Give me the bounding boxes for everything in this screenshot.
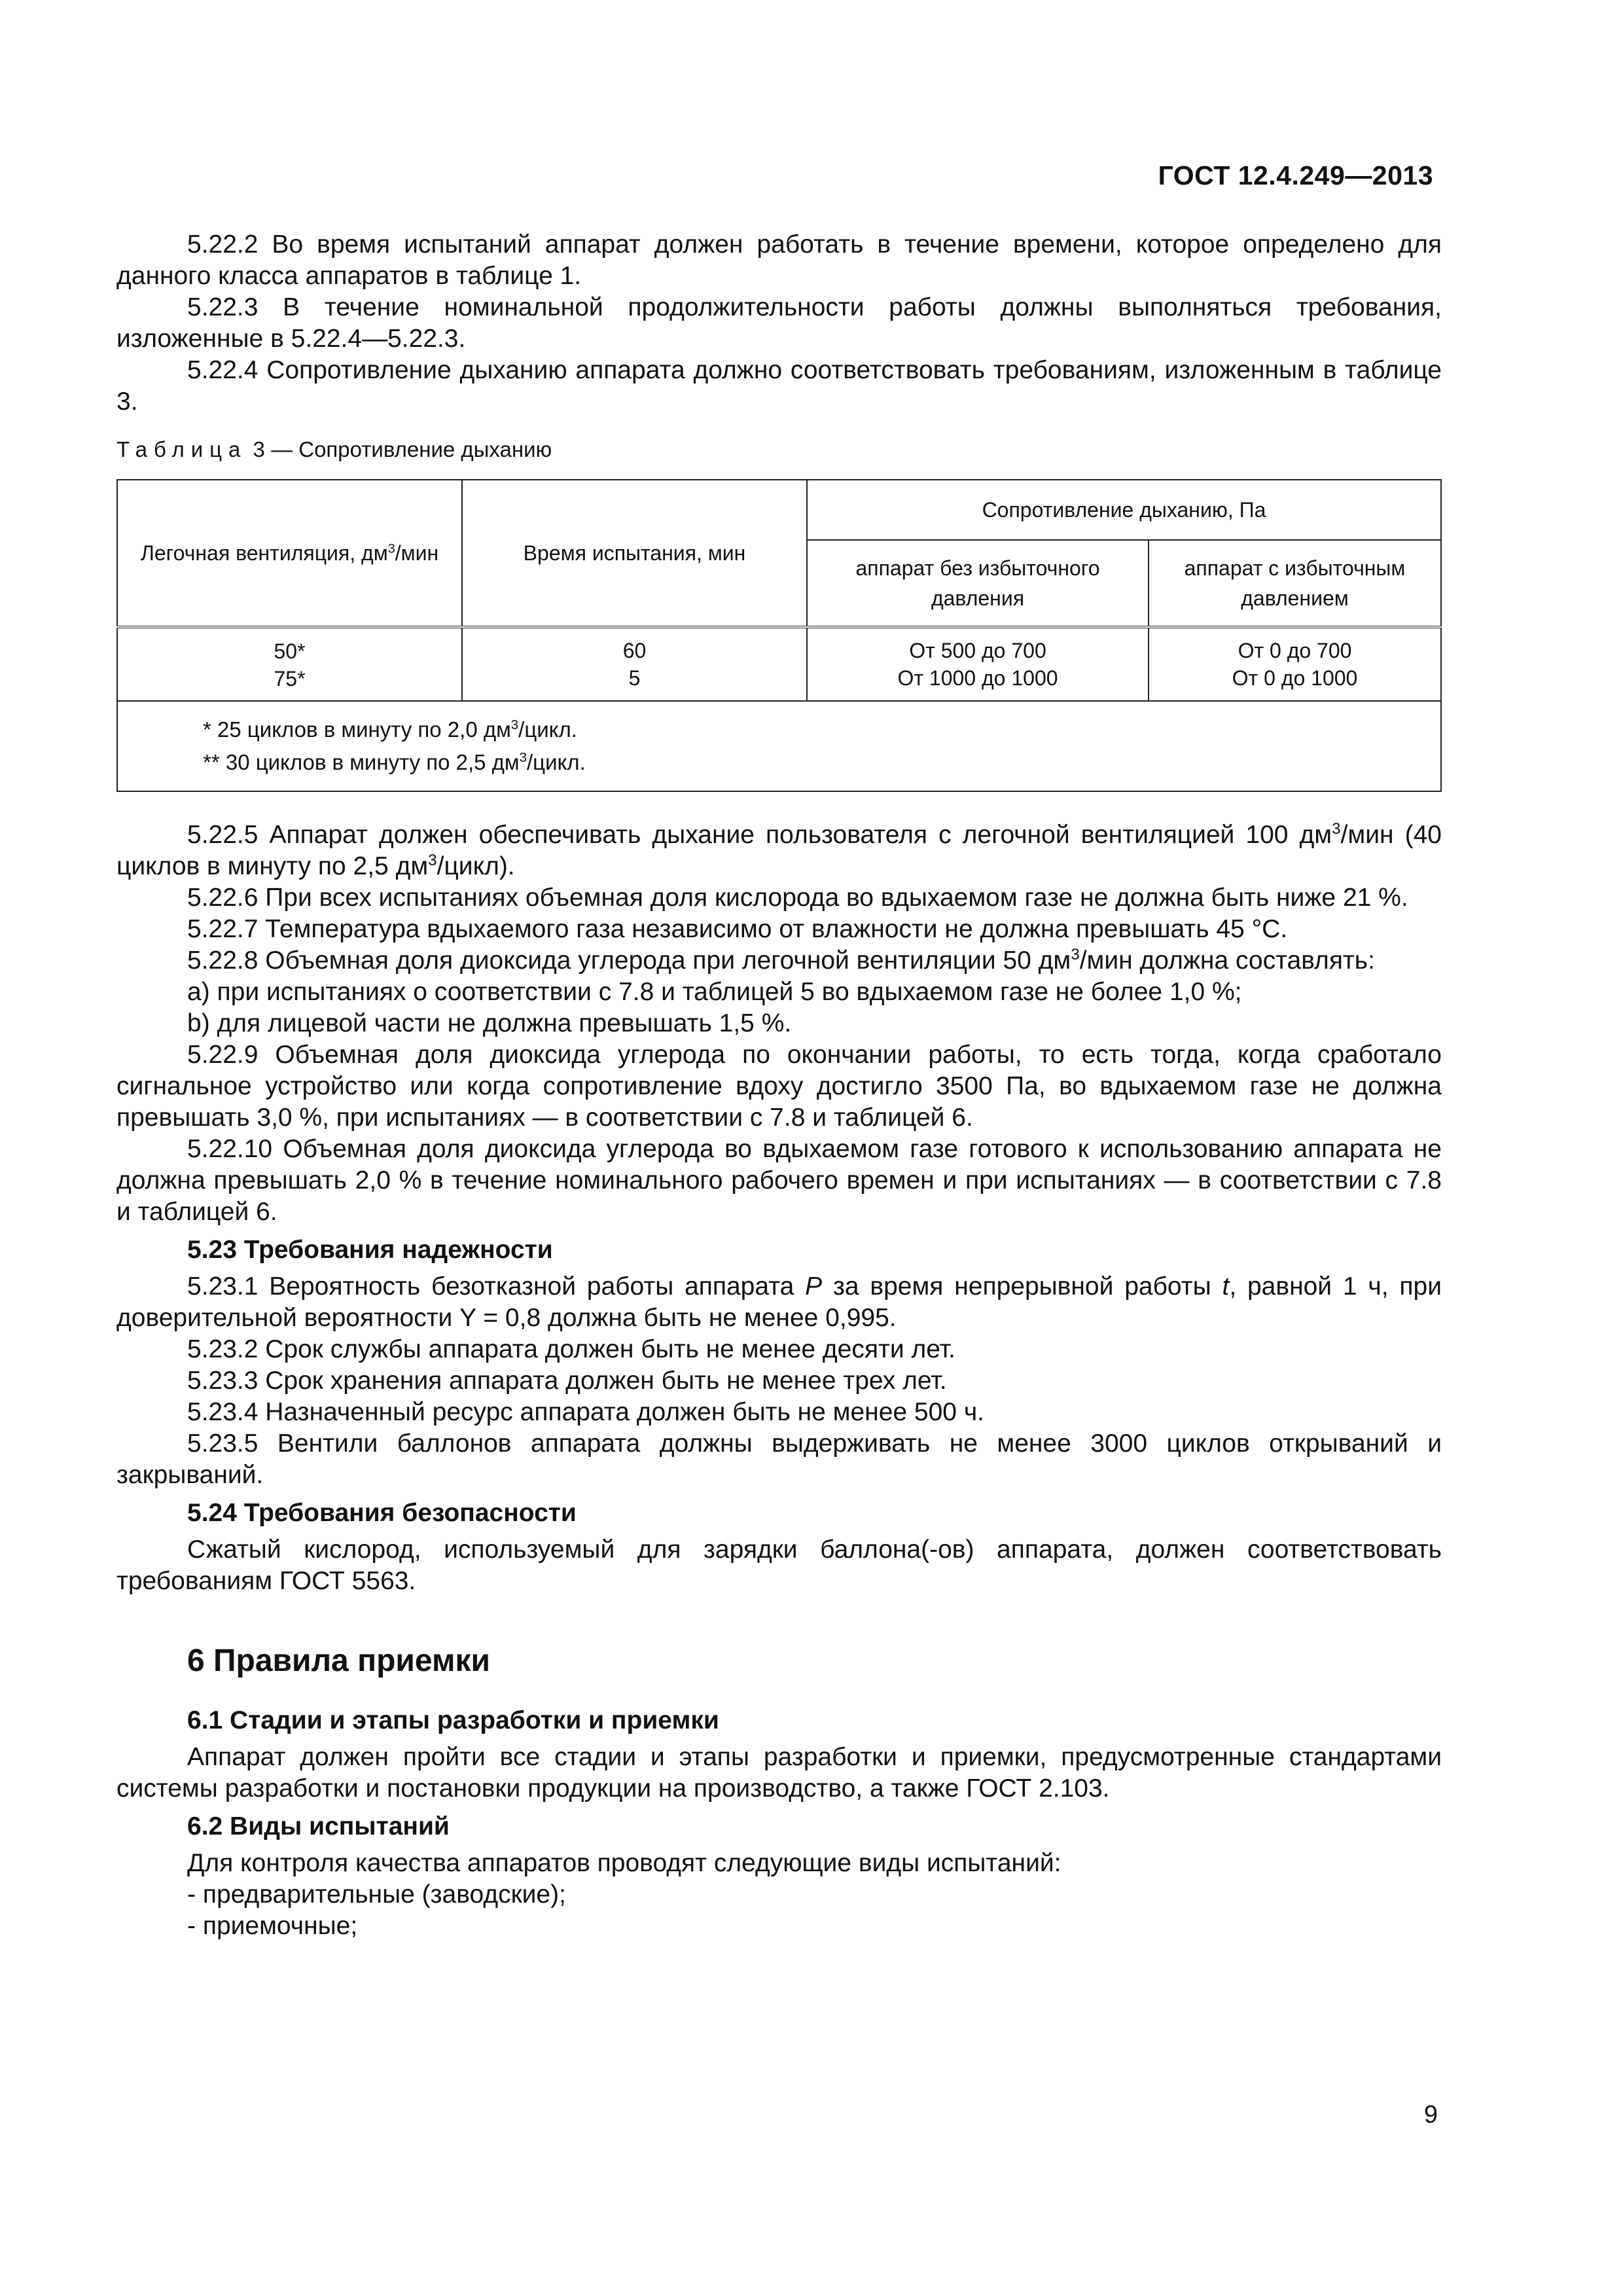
- header-test-time: Время испытания, мин: [462, 480, 807, 627]
- section-heading-5-24: 5.24 Требования безопасности: [187, 1499, 577, 1527]
- paragraph-5-22-7: 5.22.7 Температура вдыхаемого газа независимо от влажности не должна превышать 45 °С.: [187, 915, 1288, 943]
- paragraph-5-22-9: 5.22.9 Объемная доля диоксида углерода по окончании работы, то есть тогда, когда сработало сигнальное устройство или когда сопротивление вдоху достигло 3500 Па, во вдыхаемом газе не должна превышать 3,0 %, при испытаниях — в соответствии с 7.8 и таблицей 6.: [116, 1041, 1442, 1132]
- paragraph-5-23-2: 5.23.2 Срок службы аппарата должен быть не менее десяти лет.: [187, 1335, 955, 1363]
- list-item: - приемочные;: [187, 1912, 358, 1940]
- list-item-b: b) для лицевой части не должна превышать 1,5 %.: [187, 1009, 792, 1037]
- paragraph-5-22-2: 5.22.2 Во время испытаний аппарат должен работать в течение времени, которое определено для данного класса аппаратов в таблице 1.: [116, 230, 1442, 290]
- table-header-row-1: [117, 480, 1441, 540]
- paragraph-6-2: Для контроля качества аппаратов проводят следующие виды испытаний:: [187, 1849, 1061, 1877]
- paragraph-5-22-4: 5.22.4 Сопротивление дыханию аппарата должно соответствовать требованиям, изложенным в таблице 3.: [116, 356, 1442, 416]
- chapter-heading-6: 6 Правила приемки: [187, 1643, 491, 1678]
- paragraph-5-24: Сжатый кислород, используемый для зарядки баллона(-ов) аппарата, должен соответствовать требованиям ГОСТ 5563.: [116, 1535, 1442, 1595]
- header-lung-ventilation: Легочная вентиляция, $дм^3$/мин: [117, 480, 462, 627]
- header-no-excess-pressure: аппарат без избыточного давления: [807, 540, 1149, 627]
- paragraph-5-23-1: 5.23.1 Вероятность безотказной работы аппарата P за время непрерывной работы t, равной 1 ч, при доверительной вероятности Y = 0,8 должна быть не менее 0,995.: [116, 1272, 1442, 1332]
- table-caption: [116, 437, 1442, 462]
- paragraph-5-22-6: 5.22.6 При всех испытаниях объемная доля кислорода во вдыхаемом газе не должна быть ниже 21 %.: [187, 884, 1408, 912]
- table-notes: [117, 701, 1441, 791]
- section-heading-6-1: 6.1 Стадии и этапы разработки и приемки: [187, 1706, 719, 1734]
- paragraph-5-22-3: 5.22.3 В течение номинальной продолжительности работы должны выполняться требования, изложенные в 5.22.4—5.22.3.: [116, 293, 1442, 353]
- breathing-resistance-table: [116, 479, 1442, 792]
- table-caption-title: 3 — Сопротивление дыханию: [247, 437, 552, 461]
- section-heading-6-2: 6.2 Виды испытаний: [187, 1812, 450, 1840]
- paragraph-5-22-8: 5.22.8 Объемная доля диоксида углерода при легочной вентиляции 50 $дм^3$/мин должна составлять:: [187, 946, 1375, 975]
- table-row: [117, 627, 1441, 701]
- paragraph-5-23-5: 5.23.5 Вентили баллонов аппарата должны выдерживать не менее 3000 циклов открываний и закрываний.: [116, 1429, 1442, 1489]
- cell-time: 60 5: [462, 627, 807, 701]
- document-code: ГОСТ 12.4.249—2013: [1158, 160, 1433, 190]
- cell-with-pressure: От 0 до 700 От 0 до 1000: [1149, 627, 1441, 701]
- header-breathing-resistance: Сопротивление дыханию, Па: [807, 480, 1441, 540]
- header-excess-pressure: аппарат с избыточным давлением: [1149, 540, 1441, 627]
- paragraph-6-1: Аппарат должен пройти все стадии и этапы разработки и приемки, предусмотренные стандартами системы разработки и постановки продукции на производство, а также ГОСТ 2.103.: [116, 1743, 1442, 1803]
- section-heading-5-23: 5.23 Требования надежности: [187, 1236, 553, 1264]
- paragraph-5-22-5: 5.22.5 Аппарат должен обеспечивать дыхание пользователя с легочной вентиляцией 100 $дм^3$/мин (40 циклов в минуту по 2,5 $дм^3/цикл$).: [116, 820, 1442, 880]
- cell-no-pressure: От 500 до 700 От 1000 до 1000: [807, 627, 1149, 701]
- table-notes-row: [117, 701, 1441, 791]
- paragraph-5-22-10: 5.22.10 Объемная доля диоксида углерода во вдыхаемом газе готового к использованию аппарата не должна превышать 2,0 % в течение номинального рабочего времен и при испытаниях — в соответствии с 7.8 и таблицей 6.: [116, 1135, 1442, 1226]
- table-note-2: ** 30 циклов в минуту по 2,5 $дм^3$/цикл.: [203, 750, 586, 774]
- list-item-a: a) при испытаниях о соответствии с 7.8 и таблицей 5 во вдыхаемом газе не более 1,0 %;: [187, 978, 1242, 1006]
- table-note-1: * 25 циклов в минуту по 2,0 $дм^3$/цикл.: [203, 717, 577, 742]
- list-item: - предварительные (заводские);: [187, 1880, 566, 1909]
- paragraph-5-23-3: 5.23.3 Срок хранения аппарата должен быть не менее трех лет.: [187, 1367, 947, 1395]
- cell-ventilation: 50* 75*: [117, 627, 462, 701]
- page-number: 9: [1423, 2101, 1438, 2128]
- page-content: [116, 229, 1442, 1942]
- paragraph-5-23-4: 5.23.4 Назначенный ресурс аппарата должен быть не менее 500 ч.: [187, 1398, 984, 1426]
- table-caption-word: Таблица: [116, 437, 247, 461]
